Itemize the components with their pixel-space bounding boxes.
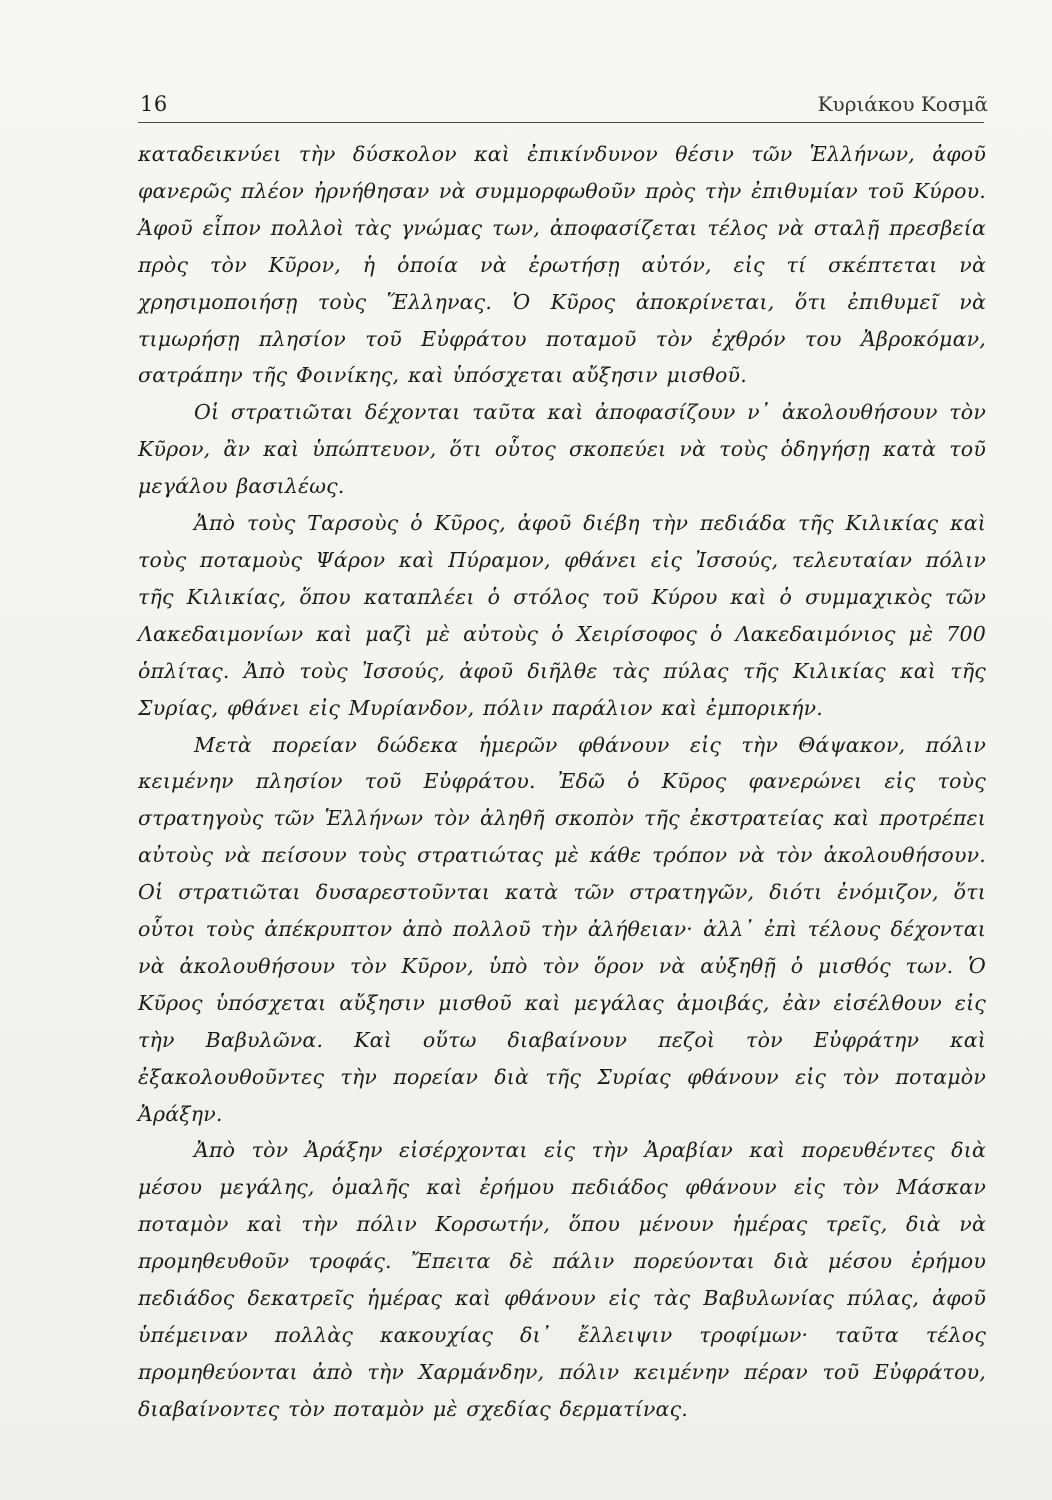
header-rule [138,122,984,123]
page-number: 16 [140,92,168,116]
paragraph-1: καταδεικνύει τὴν δύσκολον καὶ ἐπικίνδυνον θέσιν τῶν Ἑλλήνων, ἀφοῦ φανερῶς πλέον ἠρνήθησαν νὰ συμμορφωθοῦν πρὸς τὴν ἐπιθυμίαν τοῦ Κύρου. Ἀφοῦ εἶπον πολλοὶ τὰς γνώμας των, ἀποφασίζεται τέλος νὰ σταλῇ πρεσβεία πρὸς τὸν Κῦρον, ἡ ὁποία νὰ ἐρωτήσῃ αὐτόν, εἰς τί σκέπτεται νὰ χρησιμοποιήσῃ τοὺς Ἕλληνας. Ὁ Κῦρος ἀποκρίνεται, ὅτι ἐπιθυμεῖ νὰ τιμωρήσῃ πλησίον τοῦ Εὐφράτου ποταμοῦ τὸν ἐχθρόν του Ἀβροκόμαν, σατράπην τῆς Φοινίκης, καὶ ὑπόσχεται αὔξησιν μισθοῦ. [138,142,986,388]
paragraph-2: Οἱ στρατιῶται δέχονται ταῦτα καὶ ἀποφασίζουν ν᾽ ἀκολουθήσουν τὸν Κῦρον, ἂν καὶ ὑπώπτευον, ὅτι οὗτος σκοπεύει νὰ τοὺς ὁδηγήσῃ κατὰ τοῦ μεγάλου βασιλέως. [138,400,986,499]
paragraph-4: Μετὰ πορείαν δώδεκα ἡμερῶν φθάνουν εἰς τὴν Θάψακον, πόλιν κειμένην πλησίον τοῦ Εὐφράτου. Ἐδῶ ὁ Κῦρος φανερώνει εἰς τοὺς στρατηγοὺς τῶν Ἑλλήνων τὸν ἀληθῆ σκοπὸν τῆς ἐκστρατείας καὶ προτρέπει αὐτοὺς νὰ πείσουν τοὺς στρατιώτας μὲ κάθε τρόπον νὰ τὸν ἀκολουθήσουν. Οἱ στρατιῶται δυσαρεστοῦνται κατὰ τῶν στρατηγῶν, διότι ἐνόμιζον, ὅτι οὗτοι τοὺς ἀπέκρυπτον ἀπὸ πολλοῦ τὴν ἀλήθειαν· ἀλλ᾽ ἐπὶ τέλους δέχονται νὰ ἀκολουθήσουν τὸν Κῦρον, ὑπὸ τὸν ὅρον νὰ αὐξηθῇ ὁ μισθός των. Ὁ Κῦρος ὑπόσχεται αὔξησιν μισθοῦ καὶ μεγάλας ἀμοιβάς, ἐὰν εἰσέλθουν εἰς τὴν Βαβυλῶνα. Καὶ οὕτω διαβαίνουν πεζοὶ τὸν Εὐφράτην καὶ ἐξακολουθοῦντες τὴν πορείαν διὰ τῆς Συρίας φθάνουν εἰς τὸν ποταμὸν Ἀράξην. [138,732,986,1126]
paragraph-5: Ἀπὸ τὸν Ἀράξην εἰσέρχονται εἰς τὴν Ἀραβίαν καὶ πορευθέντες διὰ μέσου μεγάλης, ὁμαλῆς καὶ ἐρήμου πεδιάδος φθάνουν εἰς τὸν Μάσκαν ποταμὸν καὶ τὴν πόλιν Κορσωτήν, ὅπου μένουν ἡμέρας τρεῖς, διὰ νὰ προμηθευθοῦν τροφάς. Ἔπειτα δὲ πάλιν πορεύονται διὰ μέσου ἐρήμου πεδιάδος δεκατρεῖς ἡμέρας καὶ φθάνουν εἰς τὰς Βαβυλωνίας πύλας, ἀφοῦ ὑπέμειναν πολλὰς κακουχίας δι᾽ ἔλλειψιν τροφίμων· ταῦτα τέλος προμηθεύονται ἀπὸ τὴν Χαρμάνδην, πόλιν κειμένην πέραν τοῦ Εὐφράτου, διαβαίνοντες τὸν ποταμὸν μὲ σχεδίας δερματίνας. [138,1138,986,1421]
body-text [138,136,986,1428]
paragraph-3: Ἀπὸ τοὺς Ταρσοὺς ὁ Κῦρος, ἀφοῦ διέβη τὴν πεδιάδα τῆς Κιλικίας καὶ τοὺς ποταμοὺς Ψάρον καὶ Πύραμον, φθάνει εἰς Ἰσσούς, τελευταίαν πόλιν τῆς Κιλικίας, ὅπου καταπλέει ὁ στόλος τοῦ Κύρου καὶ ὁ συμμαχικὸς τῶν Λακεδαιμονίων καὶ μαζὶ μὲ αὐτοὺς ὁ Χειρίσοφος ὁ Λακεδαιμόνιος μὲ 700 ὁπλίτας. Ἀπὸ τοὺς Ἰσσούς, ἀφοῦ διῆλθε τὰς πύλας τῆς Κιλικίας καὶ τῆς Συρίας, φθάνει εἰς Μυρίανδον, πόλιν παράλιον καὶ ἐμπορικήν. [138,511,986,720]
running-title: Κυριάκου Κοσμᾶ [817,92,988,116]
running-head [140,84,988,124]
